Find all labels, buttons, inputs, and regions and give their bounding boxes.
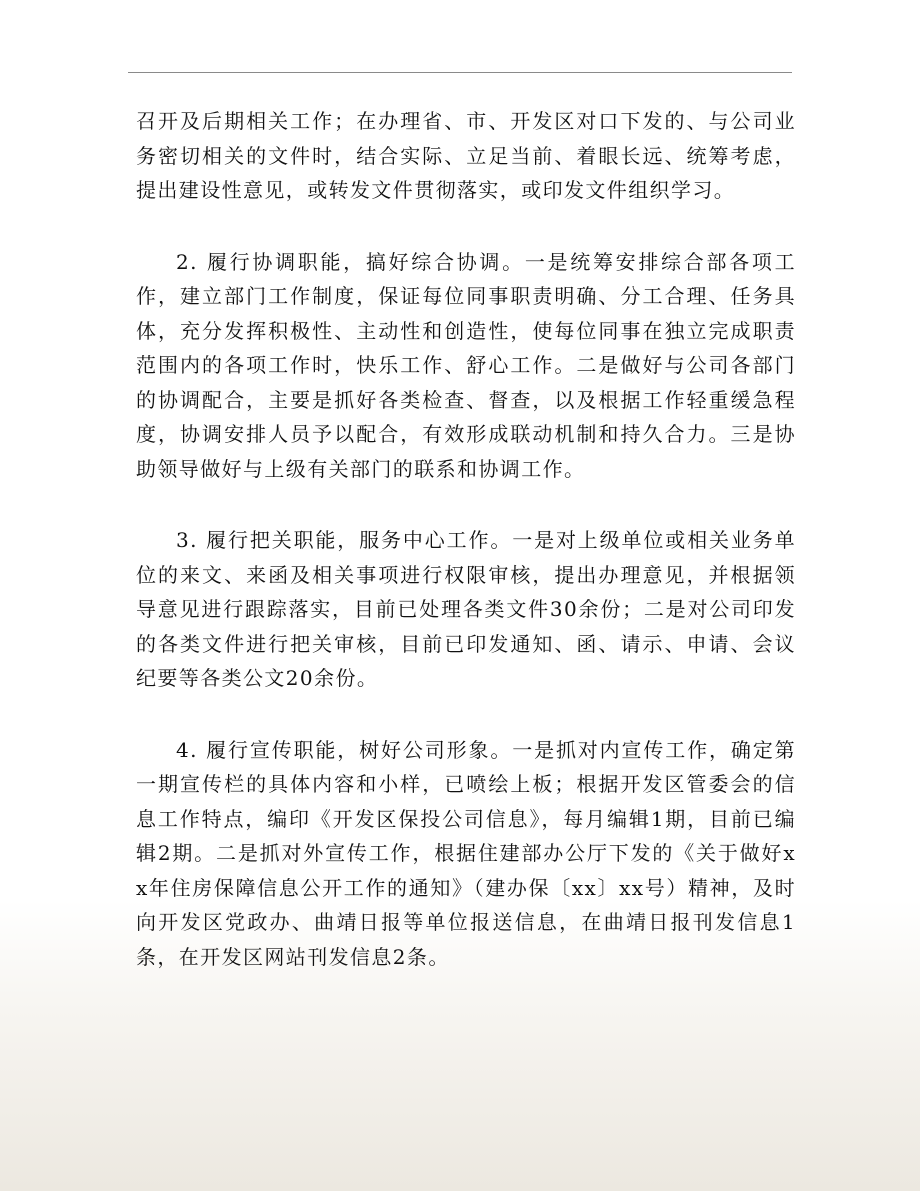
document-body	[136, 104, 796, 974]
paragraph-continuation: 召开及后期相关工作；在办理省、市、开发区对口下发的、与公司业务密切相关的文件时，结合实际、立足当前、着眼长远、统筹考虑，提出建设性意见，或转发文件贯彻落实，或印发文件组织学习。	[136, 109, 796, 202]
paragraph-item-2: 2. 履行协调职能，搞好综合协调。一是统筹安排综合部各项工作，建立部门工作制度，保证每位同事职责明确、分工合理、任务具体，充分发挥积极性、主动性和创造性，使每位同事在独立完成职责范围内的各项工作时，快乐工作、舒心工作。二是做好与公司各部门的协调配合，主要是抓好各类检查、督查，以及根据工作轻重缓急程度，协调安排人员予以配合，有效形成联动机制和持久合力。三是协助领导做好与上级有关部门的联系和协调工作。	[136, 249, 796, 481]
header-rule	[128, 72, 792, 73]
paragraph-item-4: 4. 履行宣传职能，树好公司形象。一是抓对内宣传工作，确定第一期宣传栏的具体内容和小样，已喷绘上板；根据开发区管委会的信息工作特点，编印《开发区保投公司信息》，每月编辑1期，目前已编辑2期。二是抓对外宣传工作，根据住建部办公厅下发的《关于做好xx年住房保障信息公开工作的通知》（建办保〔xx〕xx号）精神，及时向开发区党政办、曲靖日报等单位报送信息，在曲靖日报刊发信息1条，在开发区网站刊发信息2条。	[136, 737, 796, 969]
paragraph-item-3: 3. 履行把关职能，服务中心工作。一是对上级单位或相关业务单位的来文、来函及相关事项进行权限审核，提出办理意见，并根据领导意见进行跟踪落实，目前已处理各类文件30余份；二是对公司印发的各类文件进行把关审核，目前已印发通知、函、请示、申请、会议纪要等各类公文20余份。	[136, 528, 796, 690]
